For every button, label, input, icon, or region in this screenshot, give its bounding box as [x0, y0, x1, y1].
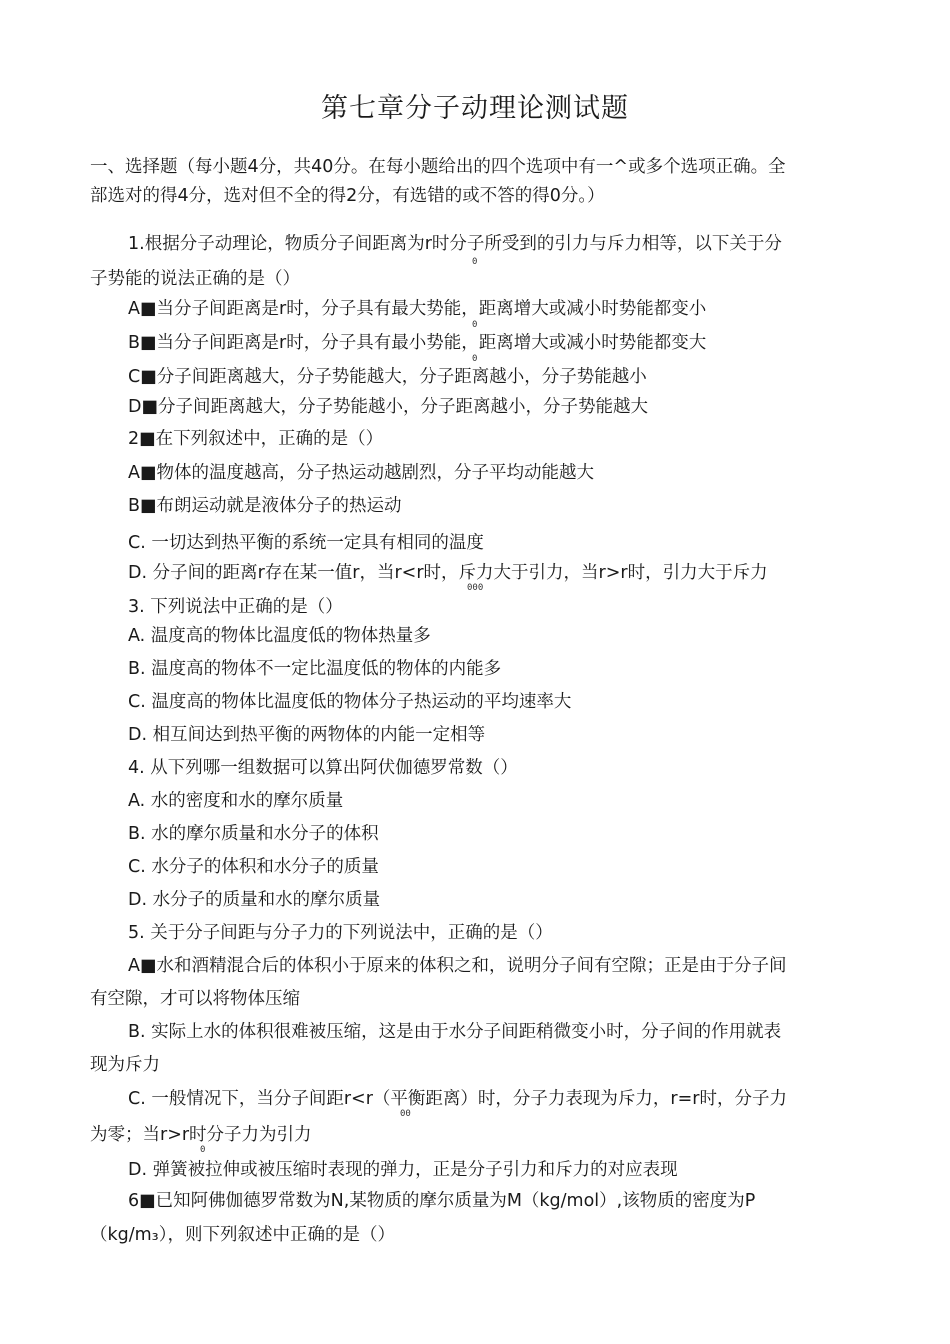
- q1-option-a: A■当分子间距离是r时，分子具有最大势能，距离增大或减小时势能都变小: [128, 299, 707, 319]
- q3-option-c: C. 温度高的物体比温度低的物体分子热运动的平均速率大: [128, 692, 572, 712]
- q3-option-b: B. 温度高的物体不一定比温度低的物体的内能多: [128, 659, 502, 679]
- q4-option-a: A. 水的密度和水的摩尔质量: [128, 791, 344, 811]
- q5-option-c-line1: C. 一般情况下，当分子间距r<r（平衡距离）时，分子力表现为斥力，r=r时，分子力: [128, 1089, 787, 1109]
- q2-stem: 2■在下列叙述中，正确的是（）: [128, 429, 384, 449]
- section-instructions-line2: 部选对的得4分，选对但不全的得2分，有选错的或不答的得0分。）: [90, 186, 605, 206]
- q1-option-c: C■分子间距离越大，分子势能越大，分子距离越小，分子势能越小: [128, 367, 647, 387]
- q1-stem-line2: 子势能的说法正确的是（）: [90, 269, 300, 289]
- q2-option-d: D. 分子间的距离r存在某一值r，当r<r时，斥力大于引力，当r>r时，引力大于斥力: [128, 563, 768, 583]
- q5-stem: 5. 关于分子间距与分子力的下列说法中，正确的是（）: [128, 923, 553, 943]
- q3-option-a: A. 温度高的物体比温度低的物体热量多: [128, 626, 431, 646]
- q2-option-d-subscript: 000: [467, 583, 484, 593]
- q6-stem-line1: 6■已知阿佛伽德罗常数为N,某物质的摩尔质量为M（kg/mol）,该物质的密度为P: [128, 1191, 756, 1211]
- q2-option-a: A■物体的温度越高，分子热运动越剧烈，分子平均动能越大: [128, 463, 595, 483]
- q1-stem-subscript: 0: [472, 257, 478, 267]
- q1-option-d: D■分子间距离越大，分子势能越小，分子距离越小，分子势能越大: [128, 397, 649, 417]
- q1-option-b-subscript: 0: [472, 354, 478, 364]
- page-title: 第七章分子动理论测试题: [321, 93, 629, 124]
- q1-option-a-subscript: 0: [472, 320, 478, 330]
- q5-option-a-line2: 有空隙，才可以将物体压缩: [90, 989, 300, 1009]
- q4-option-b: B. 水的摩尔质量和水分子的体积: [128, 824, 379, 844]
- q4-option-d: D. 水分子的质量和水的摩尔质量: [128, 890, 381, 910]
- q2-option-c: C. 一切达到热平衡的系统一定具有相同的温度: [128, 533, 484, 553]
- q5-option-d: D. 弹簧被拉伸或被压缩时表现的弹力，正是分子引力和斥力的对应表现: [128, 1160, 678, 1180]
- q5-option-a-line1: A■水和酒精混合后的体积小于原来的体积之和，说明分子间有空隙；正是由于分子间: [128, 956, 787, 976]
- q2-option-b: B■布朗运动就是液体分子的热运动: [128, 496, 402, 516]
- q1-option-b: B■当分子间距离是r时，分子具有最小势能，距离增大或减小时势能都变大: [128, 333, 707, 353]
- q4-option-c: C. 水分子的体积和水分子的质量: [128, 857, 379, 877]
- q3-stem: 3. 下列说法中正确的是（）: [128, 597, 343, 617]
- section-instructions-line1: 一、选择题（每小题4分，共40分。在每小题给出的四个选项中有一^或多个选项正确。全: [90, 157, 786, 177]
- q5-option-c-line2: 为零；当r>r时分子力为引力: [90, 1125, 312, 1145]
- q5-option-b-line2: 现为斥力: [90, 1055, 160, 1075]
- q3-option-d: D. 相互间达到热平衡的两物体的内能一定相等: [128, 725, 486, 745]
- q6-stem-line2: （kg/m₃），则下列叙述中正确的是（）: [90, 1225, 395, 1245]
- q5-option-c-subscript2: 0: [200, 1145, 206, 1155]
- q5-option-b-line1: B. 实际上水的体积很难被压缩，这是由于水分子间距稍微变小时，分子间的作用就表: [128, 1022, 782, 1042]
- q4-stem: 4. 从下列哪一组数据可以算出阿伏伽德罗常数（）: [128, 758, 518, 778]
- q1-stem-line1: 1.根据分子动理论，物质分子间距离为r时分子所受到的引力与斥力相等，以下关于分: [128, 234, 782, 254]
- q5-option-c-subscript1: 00: [400, 1109, 411, 1119]
